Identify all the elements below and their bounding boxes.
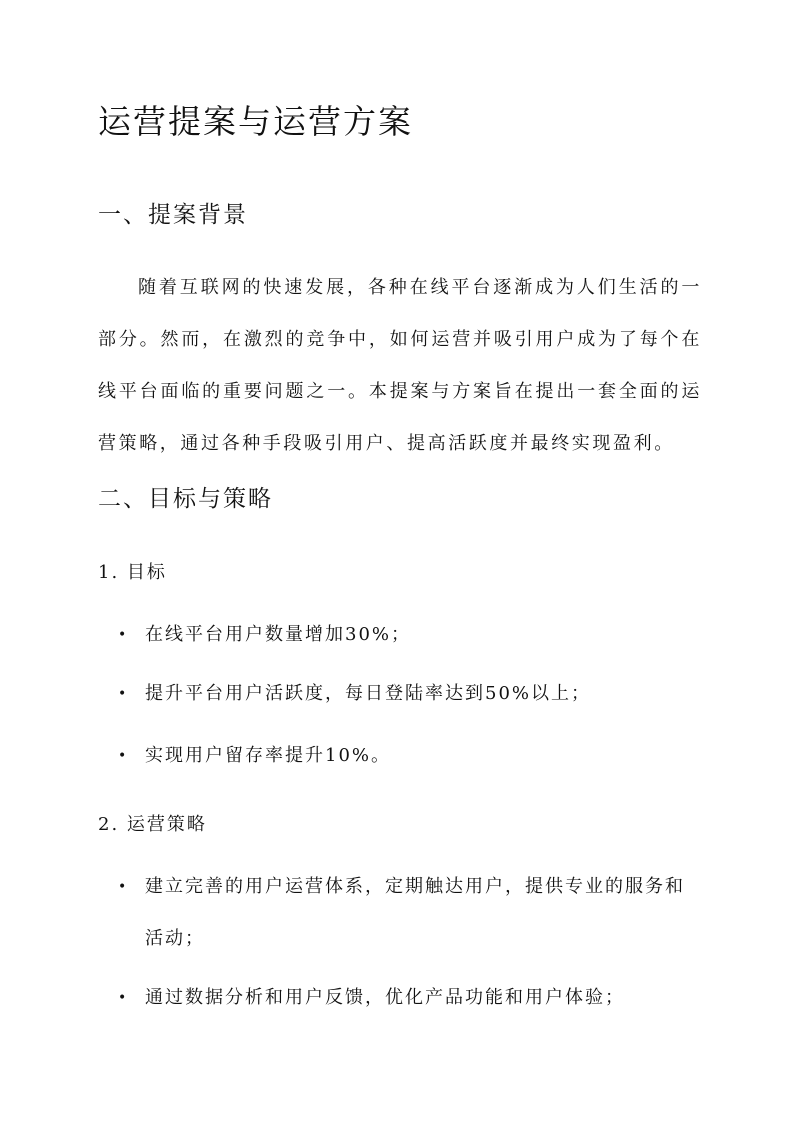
background-paragraph: 随着互联网的快速发展，各种在线平台逐渐成为人们生活的一部分。然而，在激烈的竞争中，如何运营并吸引用户成为了每个在线平台面临的重要问题之一。本提案与方案旨在提出一套全面的运营策略，通过各种手段吸引用户、提高活跃度并最终实现盈利。 [98,277,702,454]
bullet-icon: • [118,748,129,764]
list-item [118,861,698,965]
list-item-text: 通过数据分析和用户反馈，优化产品功能和用户体验； [145,987,625,1008]
section-heading-goals-strategy: 二、目标与策略 [98,486,273,512]
bullet-icon: • [118,990,129,1006]
subsection-heading-goals: 1. 目标 [98,562,167,583]
list-item-text: 实现用户留存率提升10%。 [145,745,392,766]
list-item [118,730,698,782]
list-item [118,668,698,720]
bullet-icon: • [118,627,129,643]
bullet-icon: • [118,879,129,895]
bullet-icon: • [118,686,129,702]
list-item [118,972,698,1024]
section-heading-background: 一、提案背景 [98,202,248,228]
subsection-heading-strategy: 2. 运营策略 [98,814,207,835]
list-item-text: 在线平台用户数量增加30%； [145,624,412,645]
list-item-text: 建立完善的用户运营体系，定期触达用户，提供专业的服务和活动； [145,876,685,949]
list-item-text: 提升平台用户活跃度，每日登陆率达到50%以上； [145,683,592,704]
list-item [118,609,698,661]
document-title: 运营提案与运营方案 [98,102,413,141]
